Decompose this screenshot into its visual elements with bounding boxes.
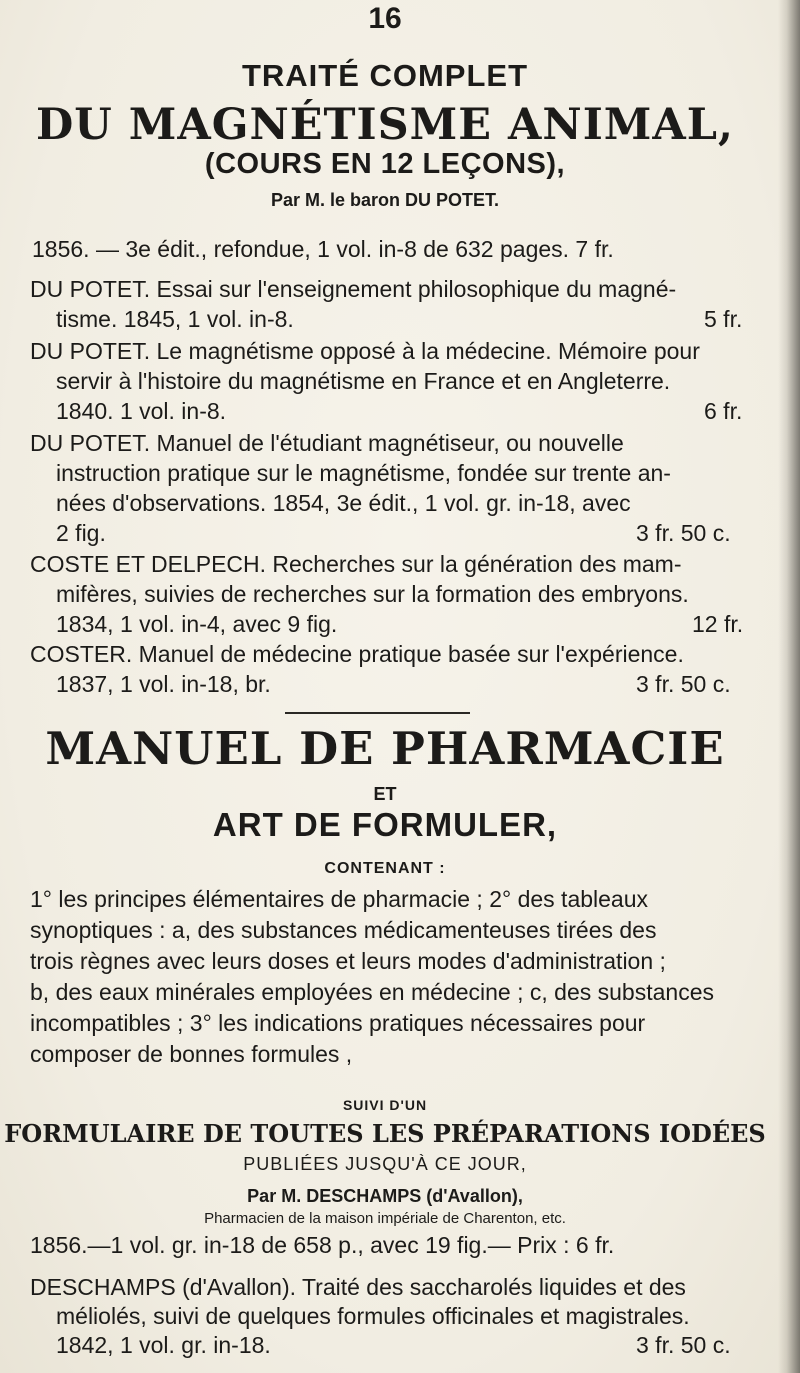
manuel-author-desc: Pharmacien de la maison impériale de Charenton, etc. (204, 1210, 566, 1227)
entry-line: nées d'observations. 1854, 3e édit., 1 vol. gr. in-18, avec (56, 490, 631, 516)
entry-line: DU POTET. Le magnétisme opposé à la médecine. Mémoire pour (30, 338, 700, 364)
manuel-formulaire: FORMULAIRE DE TOUTES LES PRÉPARATIONS IODÉES (4, 1119, 766, 1148)
manuel-et: ET (373, 784, 397, 804)
manuel-edition: 1856.—1 vol. gr. in-18 de 658 p., avec 19 fig.— Prix : 6 fr. (30, 1232, 615, 1258)
entry-price: 3 fr. 50 c. (636, 1332, 731, 1358)
entry-line: tisme. 1845, 1 vol. in-8. (56, 306, 294, 332)
section-divider (285, 712, 470, 714)
entry-line: mifères, suivies de recherches sur la formation des embryons. (56, 581, 689, 607)
entry-line: servir à l'histoire du magnétisme en France et en Angleterre. (56, 368, 671, 394)
book-title-line1: TRAITÉ COMPLET (241, 58, 529, 93)
manuel-body-line: 1° les principes élémentaires de pharmacie ; 2° des tableaux (30, 886, 649, 912)
entry-price: 5 fr. (704, 306, 743, 332)
entry-line: DU POTET. Essai sur l'enseignement philosophique du magné- (30, 276, 677, 302)
manuel-body-line: incompatibles ; 3° les indications pratiques nécessaires pour (30, 1010, 646, 1036)
entry-line: 1840. 1 vol. in-8. (56, 398, 227, 424)
page-edge-shadow (778, 0, 800, 1373)
entry-line: 1856. — 3e édit., refondue, 1 vol. in-8 de 632 pages. 7 fr. (32, 236, 614, 262)
entry-line: 1834, 1 vol. in-4, avec 9 fig. (56, 611, 338, 637)
entry-line: 1842, 1 vol. gr. in-18. (56, 1332, 271, 1358)
manuel-author: Par M. DESCHAMPS (d'Avallon), (247, 1186, 523, 1206)
entry-line: instruction pratique sur le magnétisme, fondée sur trente an- (56, 460, 671, 486)
book-title-line3: (COURS EN 12 LEÇONS), (204, 148, 566, 180)
entry-line: DESCHAMPS (d'Avallon). Traité des saccharolés liquides et des (30, 1274, 686, 1300)
manuel-body-line: b, des eaux minérales employées en médecine ; c, des substances (30, 979, 714, 1005)
entry-price: 3 fr. 50 c. (636, 671, 731, 697)
manuel-body-line: trois règnes avec leurs doses et leurs modes d'administration ; (30, 948, 666, 974)
entry-line: méliolés, suivi de quelques formules officinales et magistrales. (56, 1303, 690, 1329)
entry-price: 3 fr. 50 c. (636, 520, 731, 546)
entry-line: COSTE ET DELPECH. Recherches sur la génération des mam- (30, 551, 682, 577)
page-number: 16 (368, 2, 402, 35)
entry-line: 1837, 1 vol. in-18, br. (56, 671, 271, 697)
manuel-subtitle: ART DE FORMULER, (212, 806, 558, 843)
entry-line: 2 fig. (56, 520, 106, 546)
entry-price: 6 fr. (704, 398, 743, 424)
manuel-publiees: PUBLIÉES JUSQU'À CE JOUR, (243, 1154, 527, 1174)
entry-line: DU POTET. Manuel de l'étudiant magnétiseur, ou nouvelle (30, 430, 624, 456)
manuel-body-line: synoptiques : a, des substances médicamenteuses tirées des (30, 917, 657, 943)
book-author: Par M. le baron DU POTET. (270, 190, 500, 210)
manuel-title: MANUEL DE PHARMACIE (45, 722, 725, 775)
manuel-body-line: composer de bonnes formules , (30, 1041, 353, 1067)
book-title-line2: DU MAGNÉTISME ANIMAL, (36, 100, 734, 150)
manuel-contenant: CONTENANT : (324, 860, 446, 877)
entry-line: COSTER. Manuel de médecine pratique basée sur l'expérience. (30, 641, 684, 667)
entry-price: 12 fr. (692, 611, 744, 637)
manuel-suivi: SUIVI D'UN (342, 1097, 428, 1113)
